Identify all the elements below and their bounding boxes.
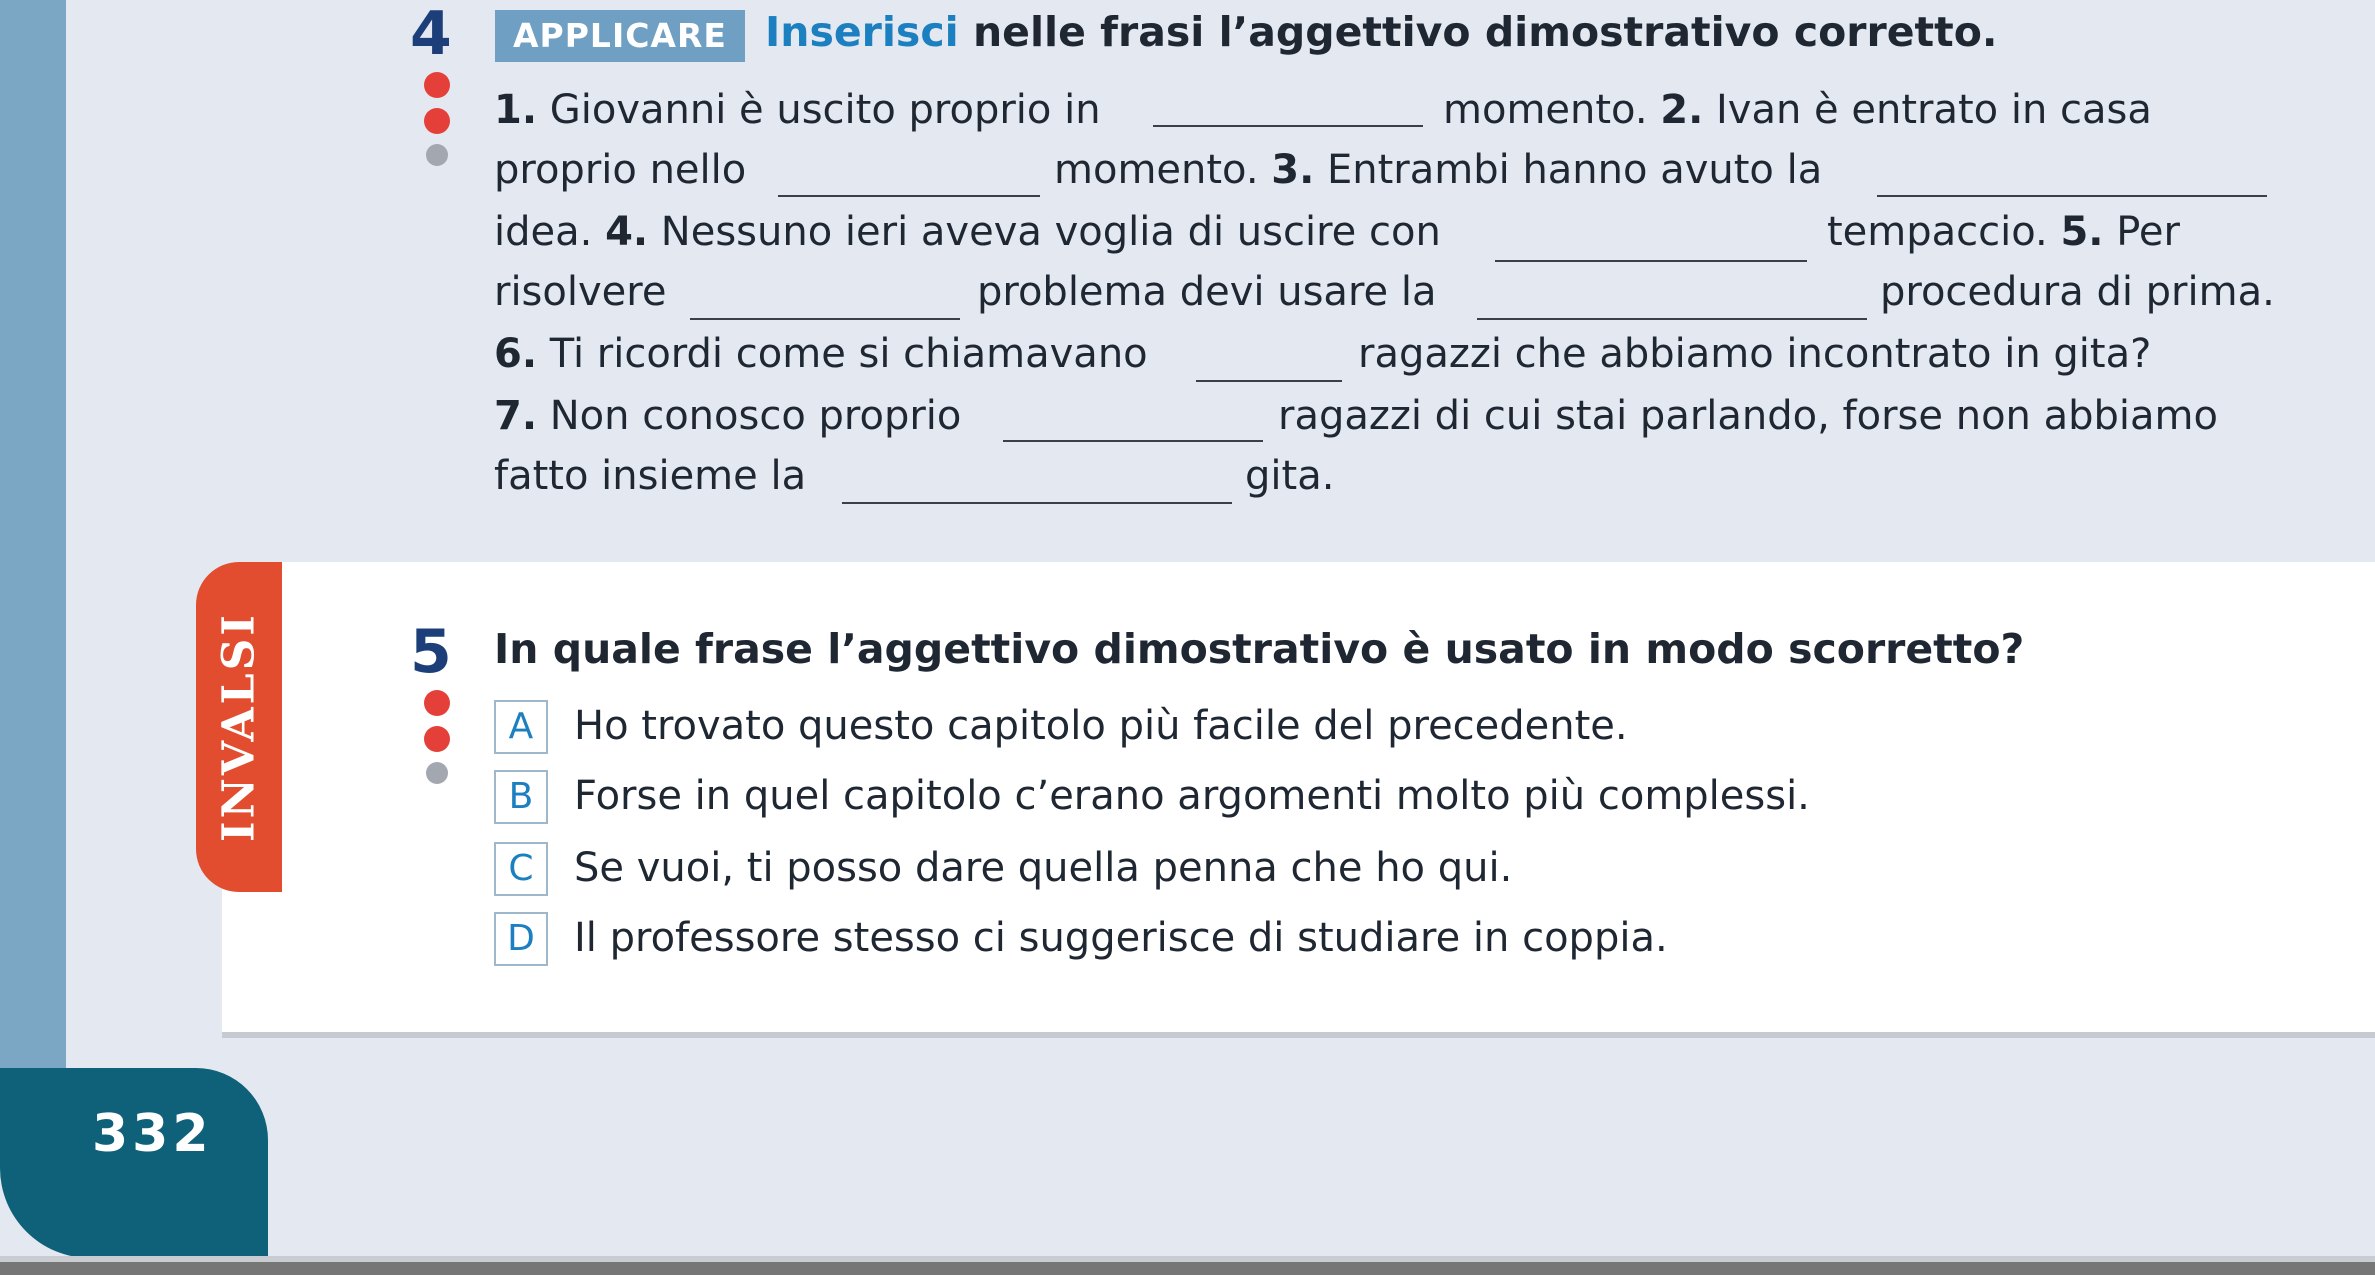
answer-blank[interactable] [1477, 318, 1867, 320]
exercise-4-line-4-cont [1880, 269, 2275, 315]
item-number: 4. [605, 209, 649, 255]
exercise-4-line-5 [494, 331, 1148, 377]
instruction-keyword: Inserisci [765, 8, 959, 56]
option-text: Forse in quel capitolo c’erano argomenti molto più complessi. [574, 773, 1810, 819]
sentence-text: Nessuno ieri aveva voglia di uscire con [648, 209, 1441, 255]
answer-blank[interactable] [842, 502, 1232, 504]
item-number: 3. [1271, 147, 1315, 193]
option-text: Ho trovato questo capitolo più facile del precedente. [574, 703, 1628, 749]
exercise-4-line-2-cont [1054, 147, 1823, 193]
answer-blank[interactable] [1196, 380, 1342, 382]
exercise-4-line-3-cont [1827, 209, 2180, 255]
applicare-badge: APPLICARE [495, 10, 745, 62]
sentence-text: Non conosco proprio [537, 393, 962, 439]
item-number: 2. [1660, 87, 1704, 133]
sentence-text: momento. [1443, 87, 1661, 133]
exercise-4-line-7 [494, 453, 807, 499]
exercise-5-question: In quale frase l’aggettivo dimostrativo è usato in modo scorretto? [494, 625, 2025, 673]
answer-blank[interactable] [1877, 195, 2267, 197]
item-number: 1. [494, 87, 538, 133]
exercise-4-line-6 [494, 393, 962, 439]
difficulty-dot-filled [424, 108, 450, 134]
answer-blank[interactable] [778, 195, 1040, 197]
exercise-4-line-6-cont [1278, 393, 2218, 439]
option-letter[interactable]: D [494, 912, 548, 966]
sentence-text: problema devi usare la [977, 269, 1437, 315]
sentence-text: tempaccio. [1827, 209, 2061, 255]
exercise-4-line-2 [494, 147, 747, 193]
left-margin-strip [0, 0, 66, 1080]
sentence-text: idea. [494, 209, 606, 255]
option-letter[interactable]: B [494, 770, 548, 824]
invalsi-label: INVALSI [213, 612, 265, 842]
sentence-text: ragazzi di cui stai parlando, forse non abbiamo [1278, 393, 2218, 439]
option-text: Se vuoi, ti posso dare quella penna che ho qui. [574, 845, 1513, 891]
answer-blank[interactable] [690, 318, 960, 320]
item-number: 5. [2060, 209, 2104, 255]
sentence-text: Giovanni è uscito proprio in [537, 87, 1101, 133]
difficulty-dot-filled [424, 690, 450, 716]
exercise-4-line-3 [494, 209, 1441, 255]
sentence-text: Ivan è entrato in casa [1703, 87, 2152, 133]
item-number: 6. [494, 331, 538, 377]
option-letter[interactable]: A [494, 700, 548, 754]
difficulty-dot-filled [424, 726, 450, 752]
difficulty-dots [420, 690, 454, 794]
exercise-4-instruction [765, 8, 1998, 56]
sentence-text: ragazzi che abbiamo incontrato in gita? [1358, 331, 2152, 377]
difficulty-dots [420, 72, 454, 176]
sentence-text: proprio nello [494, 147, 747, 193]
exercise-4-line-4-mid [977, 269, 1437, 315]
exercise-4-line-7-cont [1245, 453, 1335, 499]
sentence-text: Per [2103, 209, 2180, 255]
exercise-5-number: 5 [410, 617, 452, 687]
instruction-rest: nelle frasi l’aggettivo dimostrativo corretto. [958, 8, 1998, 56]
sentence-text: Entrambi hanno avuto la [1314, 147, 1823, 193]
bottom-edge [0, 1262, 2375, 1275]
exercise-4-line-1-cont [1443, 87, 2152, 133]
sentence-text: gita. [1245, 453, 1335, 499]
item-number: 7. [494, 393, 538, 439]
sentence-text: Ti ricordi come si chiamavano [537, 331, 1148, 377]
answer-blank[interactable] [1495, 260, 1807, 262]
sentence-text: risolvere [494, 269, 667, 315]
option-letter[interactable]: C [494, 842, 548, 896]
exercise-4-line-4 [494, 269, 667, 315]
option-text: Il professore stesso ci suggerisce di studiare in coppia. [574, 915, 1668, 961]
sentence-text: procedura di prima. [1880, 269, 2275, 315]
exercise-4-line-1 [494, 87, 1101, 133]
sentence-text: momento. [1054, 147, 1272, 193]
exercise-4-line-5-cont [1358, 331, 2152, 377]
difficulty-dot-empty [426, 144, 448, 166]
page-number: 332 [92, 1104, 213, 1164]
exercise-4-number: 4 [410, 0, 452, 69]
answer-blank[interactable] [1003, 440, 1263, 442]
difficulty-dot-filled [424, 72, 450, 98]
sentence-text: fatto insieme la [494, 453, 807, 499]
answer-blank[interactable] [1153, 125, 1423, 127]
difficulty-dot-empty [426, 762, 448, 784]
